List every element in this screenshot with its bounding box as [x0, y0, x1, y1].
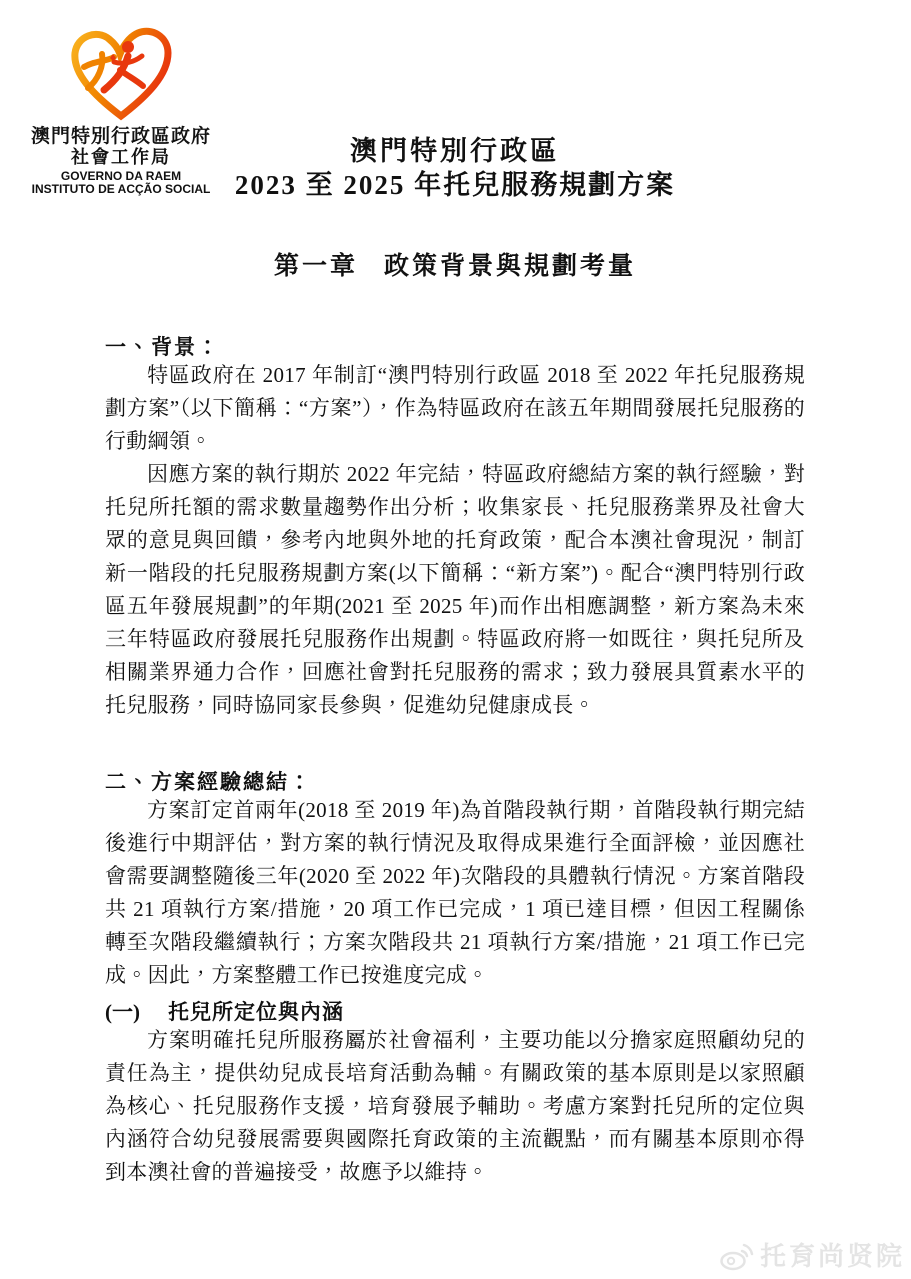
ias-heart-logo — [46, 20, 196, 124]
subsection-1-number: (一) — [105, 1000, 140, 1024]
section-1-heading: 一、背景： — [105, 335, 220, 359]
agency-name-pt-line1: GOVERNO DA RAEM — [60, 169, 182, 183]
document-title-line2: 2023 至 2025 年托兒服務規劃方案 — [234, 170, 676, 200]
section-1-paragraph-2: 因應方案的執行期於 2022 年完結，特區政府總結方案的執行經驗，對托兒所托額的需求數量趨勢作出分析；收集家長、托兒服務業界及社會大眾的意見與回饋，參考內地與外地的托育政策，配合本澳社會現況，制訂新一階段的托兒服務規劃方案(以下簡稱：“新方案”)。配合“澳門特別行政區五年發展規劃”的年期(2021 至 2025 年)而作出相應調整，新方案為未來三年特區政府發展托兒服務作出規劃。特區政府將一如既往，與托兒所及相關業界通力合作，回應社會對托兒服務的需求；致力發展具質素水平的托兒服務，同時協同家長參與，促進幼兒健康成長。 — [105, 462, 805, 717]
chapter-heading — [105, 251, 805, 283]
chapter-title: 政策背景與規劃考量 — [384, 253, 637, 280]
agency-name-zh-line2: 社會工作局 — [71, 147, 171, 167]
weibo-icon — [720, 1241, 754, 1271]
chapter-number: 第一章 — [273, 253, 358, 280]
section-1-paragraph-1: 特區政府在 2017 年制訂“澳門特別行政區 2018 至 2022 年托兒服務規劃方案”（以下簡稱：“方案”），作為特區政府在該五年期間發展托兒服務的行動綱領。 — [105, 363, 805, 453]
agency-block — [26, 20, 216, 196]
subsection-1-title: 托兒所定位與內涵 — [168, 1000, 344, 1024]
section-2-paragraph-1: 方案訂定首兩年(2018 至 2019 年)為首階段執行期，首階段執行期完結後進行中期評估，對方案的執行情況及取得成果進行全面評檢，並因應社會需要調整隨後三年(2020 至 2022 年)次階段的具體執行情況。方案首階段共 21 項執行方案/措施，20 項工作已完成，1 項已達目標，但因工程關係轉至次階段繼續執行；方案次階段共 21 項執行方案/措施，21 項工作已完成。因此，方案整體工作已按進度完成。 — [105, 798, 805, 987]
watermark-text: 托育尚贤院 — [759, 1241, 905, 1271]
document-title-line1: 澳門特別行政區 — [350, 136, 560, 166]
subsection-1-paragraph-1: 方案明確托兒所服務屬於社會福利，主要功能以分擔家庭照顧幼兒的責任為主，提供幼兒成長培育活動為輔。有關政策的基本原則是以家照顧為核心、托兒服務作支援，培育發展予輔助。考慮方案對托兒所的定位與內涵符合幼兒發展需要與國際托育政策的主流觀點，而有關基本原則亦得到本澳社會的普遍接受，故應予以維持。 — [105, 1028, 805, 1184]
section-2-heading: 二、方案經驗總結： — [105, 770, 312, 794]
agency-name-pt-line2: INSTITUTO DE ACÇÃO SOCIAL — [31, 182, 211, 196]
agency-name-zh-line1: 澳門特別行政區政府 — [30, 126, 211, 147]
subsection-1-heading — [105, 1000, 805, 1024]
watermark — [720, 1241, 905, 1271]
